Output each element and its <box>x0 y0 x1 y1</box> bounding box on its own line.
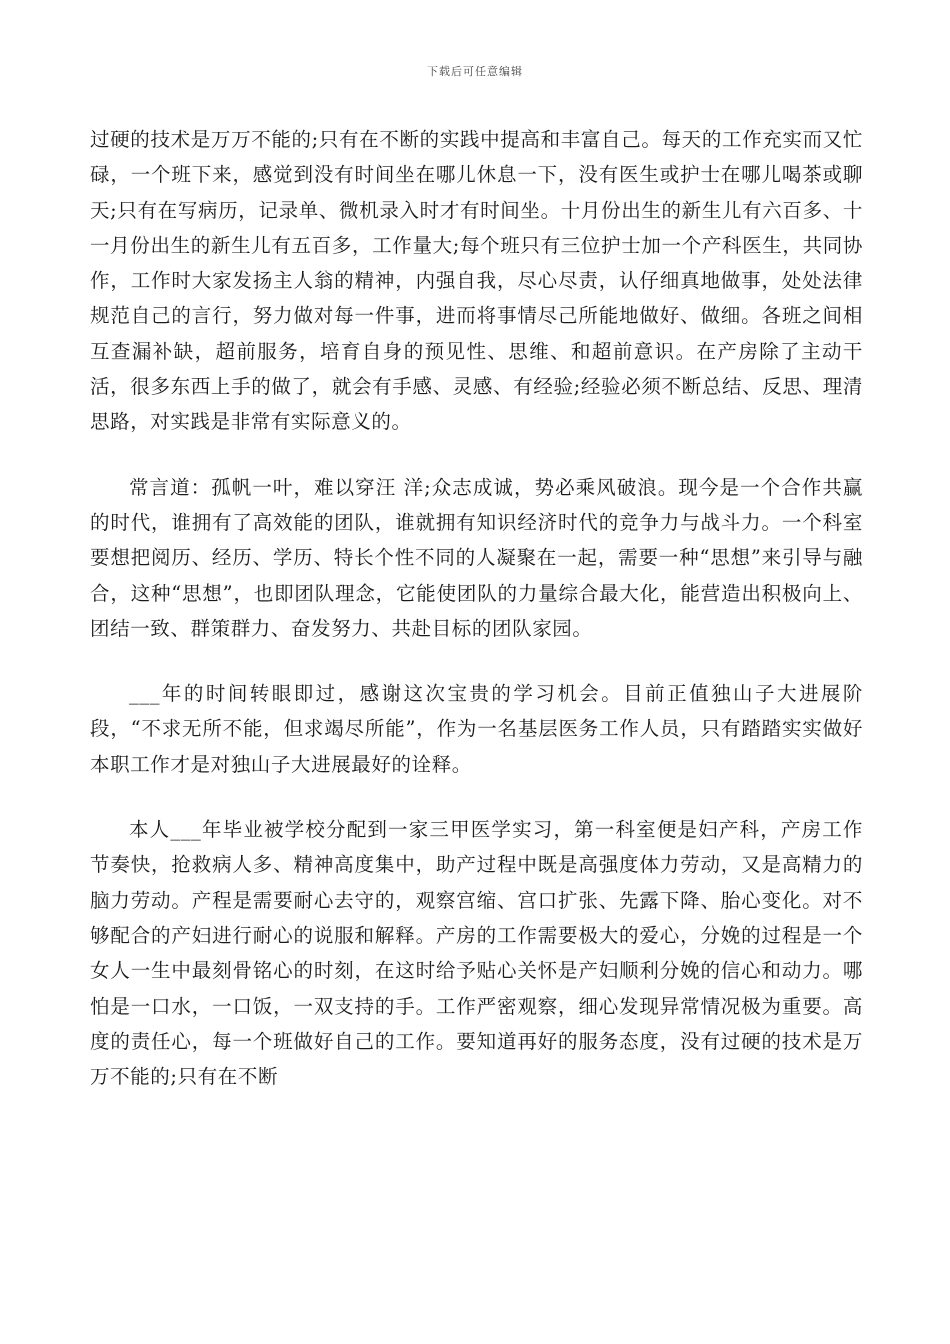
paragraph-spacer <box>90 440 863 470</box>
paragraph-3: ___年的时间转眼即过，感谢这次宝贵的学习机会。目前正值独山子大进展阶段，“不求无所不能，但求竭尽所能”，作为一名基层医务工作人员，只有踏踏实实做好本职工作才是对独山子大进展最好的诠释。 <box>90 682 863 776</box>
document-body <box>90 122 863 1094</box>
paragraph-4: 本人___年毕业被学校分配到一家三甲医学实习，第一科室便是妇产科，产房工作节奏快，抢救病人多、精神高度集中，助产过程中既是高强度体力劳动，又是高精力的脑力劳动。产程是需要耐心去守的，观察宫缩、宫口扩张、先露下降、胎心变化。对不够配合的产妇进行耐心的说服和解释。产房的工作需要极大的爱心，分娩的过程是一个女人一生中最刻骨铭心的时刻，在这时给予贴心关怀是产妇顺利分娩的信心和动力。哪怕是一口水，一口饭，一双支持的手。工作严密观察，细心发现异常情况极为重要。高度的责任心，每一个班做好自己的工作。要知道再好的服务态度，没有过硬的技术是万万不能的;只有在不断 <box>90 818 863 1089</box>
paragraph-2: 常言道：孤帆一叶，难以穿汪 洋;众志成诚，势必乘风破浪。现今是一个合作共赢的时代，谁拥有了高效能的团队，谁就拥有知识经济时代的竞争力与战斗力。一个科室要想把阅历、经历、学历、特长个性不同的人凝聚在一起，需要一种“思想”来引导与融合，这种“思想”，也即团队理念，它能使团队的力量综合最大化，能营造出积极向上、团结一致、群策群力、奋发努力、共赴目标的团队家园。 <box>90 475 863 640</box>
paragraph-1: 过硬的技术是万万不能的;只有在不断的实践中提高和丰富自己。每天的工作充实而又忙碌，一个班下来，感觉到没有时间坐在哪儿休息一下，没有医生或护士在哪儿喝茶或聊天;只有在写病历，记录单、微机录入时才有时间坐。十月份出生的新生儿有六百多、十一月份出生的新生儿有五百多，工作量大;每个班只有三位护士加一个产科医生，共同协作，工作时大家发扬主人翁的精神，内强自我，尽心尽责，认仔细真地做事，处处法律规范自己的言行，努力做对每一件事，进而将事情尽己所能地做好、做细。各班之间相互查漏补缺，超前服务，培育自身的预见性、思维、和超前意识。在产房除了主动干活，很多东西上手的做了，就会有手感、灵感、有经验;经验必须不断总结、反思、理清思路，对实践是非常有实际意义的。 <box>90 128 863 434</box>
paragraph-spacer <box>90 646 863 676</box>
paragraph-spacer <box>90 782 863 812</box>
page-header: 下载后可任意编辑 <box>427 65 523 78</box>
